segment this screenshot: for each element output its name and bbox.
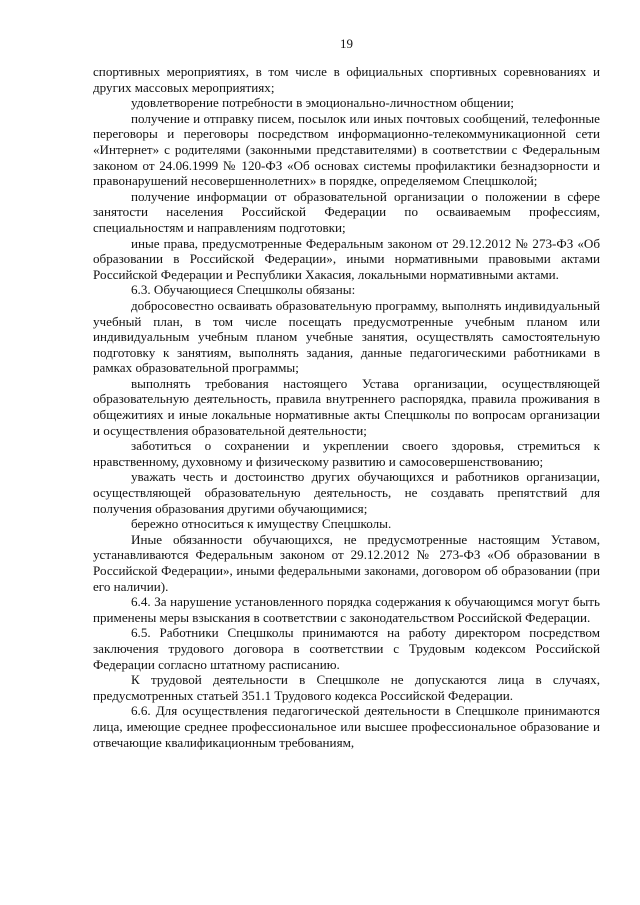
section-6-4: 6.4. За нарушение установленного порядка содержания к обучающимся могут быть применены меры взыскания в соответствии с законодательством Российской Федерации. (93, 594, 600, 625)
paragraph-emotional-needs: удовлетворение потребности в эмоционально-личностном общении; (131, 95, 514, 111)
paragraph-study-duties: добросовестно осваивать образовательную программу, выполнять индивидуальный учебный план, в том числе посещать предусмотренные учебным планом или индивидуальным учебным планом учебные занятия, осуществлять самостоятельную подготовку к занятиям, выполнять задания, данные педагогическими работниками в рамках образовательной программы; (93, 297, 600, 376)
paragraph-sports-events: спортивных мероприятиях, в том числе в официальных спортивных соревнованиях и других массовых мероприятиях; (93, 64, 600, 95)
section-heading-6-3: 6.3. Обучающиеся Спецшколы обязаны: (131, 282, 356, 298)
paragraph-other-rights: иные права, предусмотренные Федеральным законом от 29.12.2012 № 273-ФЗ «Об образовании в Российской Федерации», иными нормативными правовыми актами Российской Федерации и Республики Хакасия, локальными нормативными актами. (93, 235, 600, 282)
paragraph-health: заботиться о сохранении и укреплении своего здоровья, стремиться к нравственному, духовному и физическому развитию и самосовершенствованию; (93, 438, 600, 469)
paragraph-other-duties: Иные обязанности обучающихся, не предусмотренные настоящим Уставом, устанавливаются Федеральным законом от 29.12.2012 № 273-ФЗ «Об образовании в Российской Федерации», иными федеральными законами, договором об образовании (при его наличии). (93, 531, 600, 594)
section-6-5: 6.5. Работники Спецшколы принимаются на работу директором посредством заключения трудового договора в соответствии с Трудовым кодексом Российской Федерации согласно штатному расписанию. (93, 625, 600, 672)
paragraph-correspondence: получение и отправку писем, посылок или иных почтовых сообщений, телефонные переговоры и переговоры посредством информационно-телекоммуникационной сети «Интернет» с родителями (законными представителями) в соответствии с Федеральным законом от 24.06.1999 № 120-ФЗ «Об основах системы профилактики безнадзорности и правонарушений несовершеннолетних» в порядке, определяемом Спецшколой; (93, 110, 600, 189)
paragraph-labor-restrictions: К трудовой деятельности в Спецшколе не допускаются лица в случаях, предусмотренных статьей 351.1 Трудового кодекса Российской Федерации. (93, 672, 600, 703)
paragraph-employment-info: получение информации от образовательной организации о положении в сфере занятости населения Российской Федерации по осваиваемым профессиям, специальностям и направлениям подготовки; (93, 188, 600, 235)
paragraph-charter-requirements: выполнять требования настоящего Устава организации, осуществляющей образовательную деятельность, правила внутреннего распорядка, правила проживания в общежитиях и иные локальные нормативные акты Спецшколы по вопросам организации и осуществления образовательной деятельности; (93, 375, 600, 438)
paragraph-respect: уважать честь и достоинство других обучающихся и работников организации, осуществляющей образовательную деятельность, не создавать препятствий для получения образования другими обучающимися; (93, 469, 600, 516)
paragraph-property: бережно относиться к имуществу Спецшколы. (131, 516, 392, 532)
page-number: 19 (340, 36, 353, 51)
section-6-6: 6.6. Для осуществления педагогической деятельности в Спецшколе принимаются лица, имеющие среднее профессиональное или высшее профессиональное образование и отвечающие квалификационным требованиям, (93, 703, 600, 750)
